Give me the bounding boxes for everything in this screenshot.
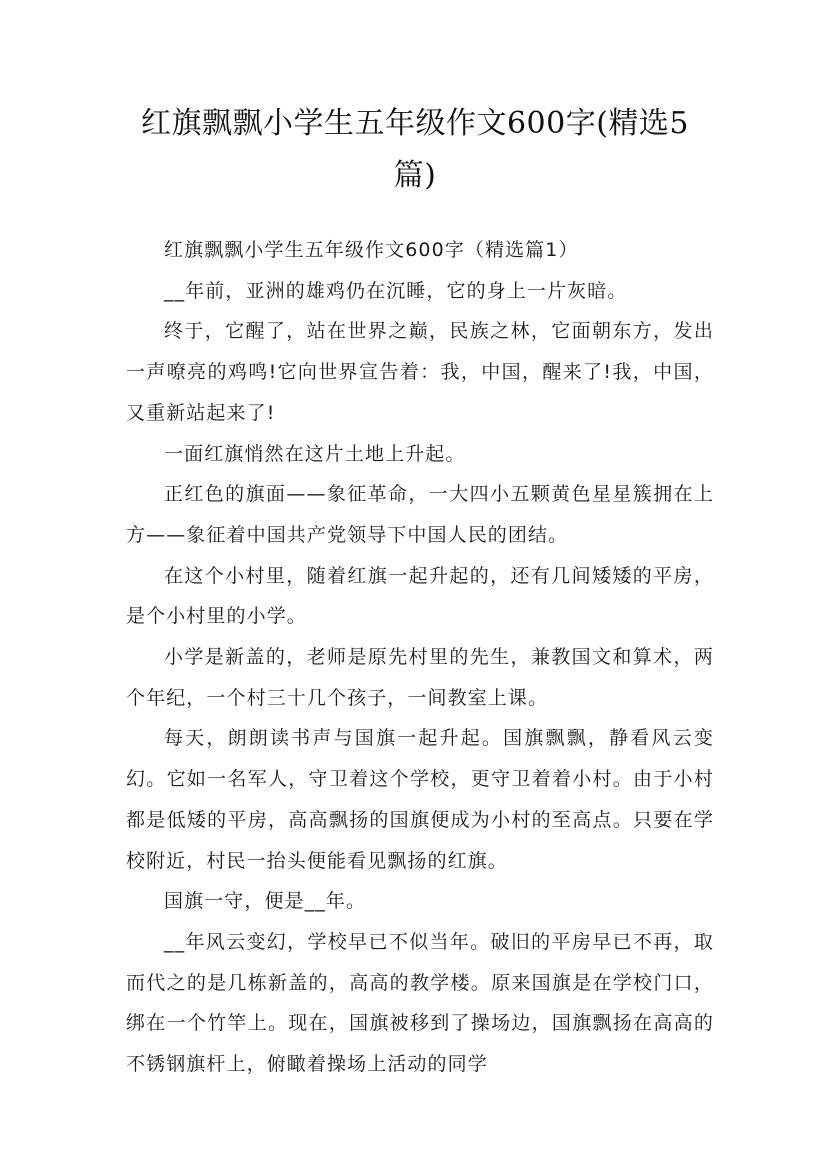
paragraph: 小学是新盖的，老师是原先村里的先生，兼教国文和算术，两个年纪，一个村三十几个孩子，一间教室上课。: [126, 646, 714, 709]
paragraph: __年风云变幻，学校早已不似当年。破旧的平房早已不再，取而代之的是几栋新盖的，高高的教学楼。原来国旗是在学校门口，绑在一个竹竿上。现在，国旗被移到了操场边，国旗飘扬在高高的不锈钢旗杆上，俯瞰着操场上活动的同学: [126, 930, 714, 1076]
paragraph: 终于，它醒了，站在世界之巅，民族之林，它面朝东方，发出一声嘹亮的鸡鸣!它向世界宣告着：我，中国，醒来了!我，中国，又重新站起来了!: [126, 320, 714, 424]
document-title: 红旗飘飘小学生五年级作文600字(精选5篇): [140, 106, 690, 193]
paragraph: 国旗一守，便是__年。: [164, 890, 367, 913]
paragraph: 每天，朗朗读书声与国旗一起升起。国旗飘飘，静看风云变幻。它如一名军人，守卫着这个学校，更守卫着着小村。由于小村都是低矮的平房，高高飘扬的国旗便成为小村的至高点。只要在学校附近，村民一抬头便能看见飘扬的红旗。: [126, 727, 714, 872]
paragraph: 在这个小村里，随着红旗一起升起的，还有几间矮矮的平房，是个小村里的小学。: [126, 564, 714, 628]
paragraph: 一面红旗悄然在这片土地上升起。: [164, 442, 466, 465]
essay-heading: 红旗飘飘小学生五年级作文600字（精选篇1）: [164, 239, 579, 261]
document-body: [126, 230, 714, 1085]
paragraph: __年前，亚洲的雄鸡仍在沉睡，它的身上一片灰暗。: [164, 279, 628, 302]
paragraph: 正红色的旗面——象征革命，一大四小五颗黄色星星簇拥在上方——象征着中国共产党领导下中国人民的团结。: [126, 483, 714, 546]
